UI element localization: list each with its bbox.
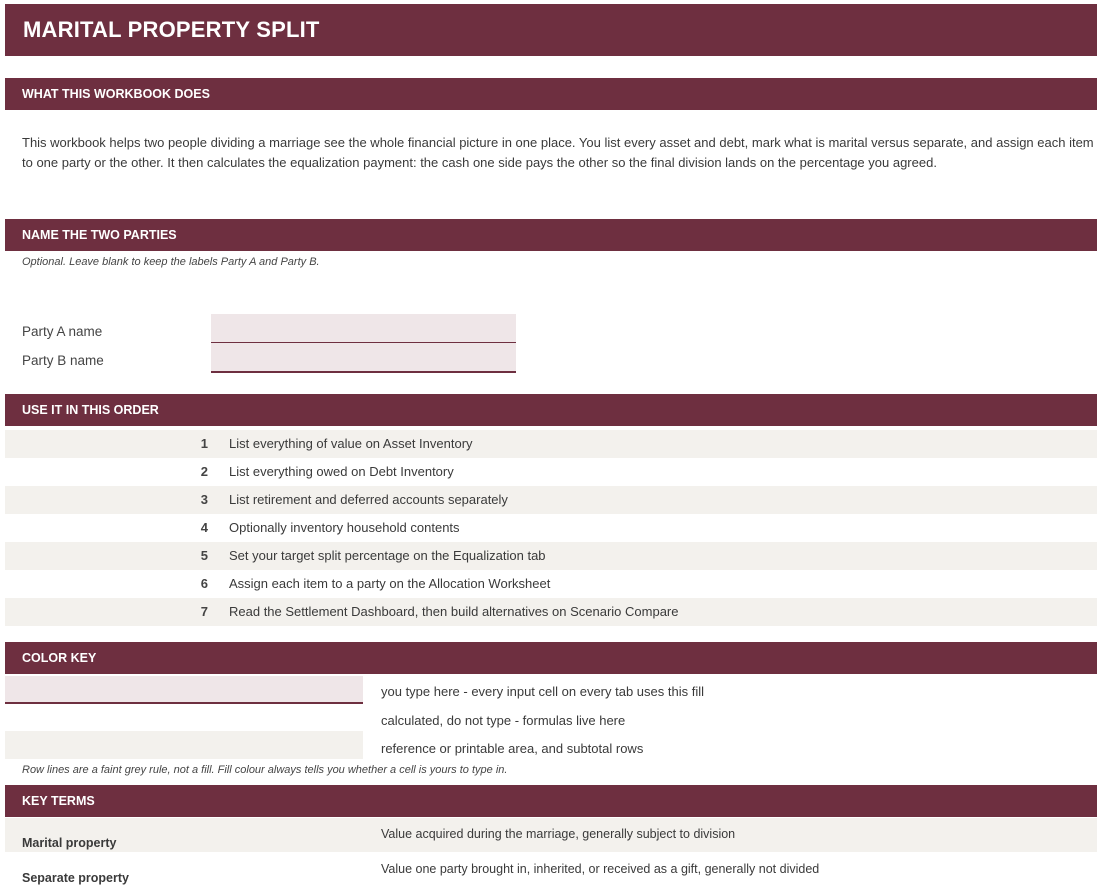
step-row — [5, 458, 1097, 486]
step-row — [5, 598, 1097, 626]
step-text: Optionally inventory household contents — [229, 520, 460, 535]
party-a-label: Party A name — [22, 324, 103, 339]
step-row — [5, 430, 1097, 458]
color-key-calculated-text: calculated, do not type - formulas live here — [381, 713, 626, 728]
term-row — [5, 818, 1097, 852]
step-row — [5, 570, 1097, 598]
color-key-reference-text: reference or printable area, and subtotal rows — [381, 741, 644, 756]
color-key-input-text: you type here - every input cell on every tab uses this fill — [381, 684, 704, 699]
section-header-color-key: COLOR KEY — [5, 642, 1097, 674]
reference-fill-swatch — [5, 731, 363, 759]
step-number: 7 — [200, 604, 208, 619]
step-text: List everything owed on Debt Inventory — [229, 464, 454, 479]
party-b-label: Party B name — [22, 353, 104, 368]
step-number: 6 — [200, 576, 208, 591]
intro-paragraph: This workbook helps two people dividing a marriage see the whole financial picture in one place. You list every asset and debt, mark what is marital versus separate, and assign each item to one party or the other. It then calculates the equalization payment: the cash one side pays the other so the final division lands on the percentage you agreed. — [22, 135, 1094, 170]
term-name: Separate property — [22, 871, 129, 885]
party-a-name-input[interactable] — [211, 314, 516, 344]
step-row — [5, 542, 1097, 570]
step-text: List everything of value on Asset Inventory — [229, 436, 473, 451]
section-header-what: WHAT THIS WORKBOOK DOES — [5, 78, 1097, 110]
step-row — [5, 486, 1097, 514]
term-row — [5, 852, 1097, 886]
term-definition: Value one party brought in, inherited, or received as a gift, generally not divided — [381, 862, 820, 876]
color-key-note: Row lines are a faint grey rule, not a fill. Fill colour always tells you whether a cell is yours to type in. — [22, 764, 508, 776]
step-text: Set your target split percentage on the Equalization tab — [229, 548, 546, 563]
step-text: List retirement and deferred accounts separately — [229, 492, 508, 507]
step-text: Read the Settlement Dashboard, then build alternatives on Scenario Compare — [229, 604, 679, 619]
term-name: Marital property — [22, 836, 117, 850]
step-number: 3 — [200, 492, 208, 507]
calculated-fill-swatch — [5, 704, 363, 732]
section-header-key-terms: KEY TERMS — [5, 785, 1097, 817]
section-header-parties: NAME THE TWO PARTIES — [5, 219, 1097, 251]
parties-note: Optional. Leave blank to keep the labels Party A and Party B. — [22, 256, 320, 268]
step-number: 4 — [200, 520, 208, 535]
step-row — [5, 514, 1097, 542]
step-number: 1 — [200, 436, 208, 451]
input-fill-swatch — [5, 676, 363, 704]
term-definition: Value acquired during the marriage, generally subject to division — [381, 827, 736, 841]
step-number: 2 — [200, 464, 208, 479]
step-number: 5 — [200, 548, 208, 563]
step-text: Assign each item to a party on the Allocation Worksheet — [229, 576, 551, 591]
party-b-name-input[interactable] — [211, 343, 516, 373]
section-header-order: USE IT IN THIS ORDER — [5, 394, 1097, 426]
page-title: MARITAL PROPERTY SPLIT — [5, 4, 1097, 56]
